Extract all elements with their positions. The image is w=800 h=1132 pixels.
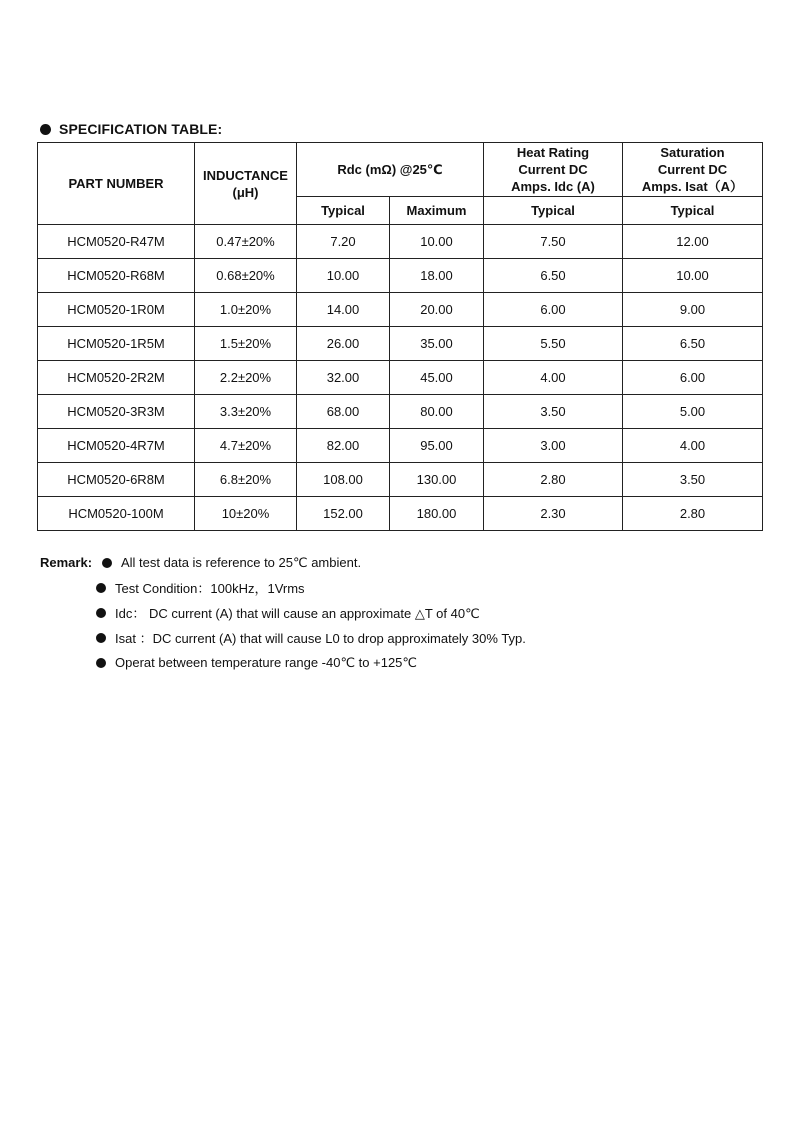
cell-inductance: 0.68±20%: [195, 259, 297, 293]
cell-rdc-maximum: 45.00: [390, 361, 484, 395]
cell-isat: 12.00: [623, 225, 763, 259]
cell-part: HCM0520-R47M: [38, 225, 195, 259]
header-inductance-line2: (μH): [232, 184, 259, 200]
subheader-idc-typical: Typical: [484, 197, 623, 225]
cell-inductance: 4.7±20%: [195, 429, 297, 463]
cell-rdc-maximum: 10.00: [390, 225, 484, 259]
cell-isat: 10.00: [623, 259, 763, 293]
subheader-rdc-maximum: Maximum: [390, 197, 484, 225]
subheader-isat-typical: Typical: [623, 197, 763, 225]
table-row: [38, 395, 763, 429]
table-row: [38, 497, 763, 531]
remark-text: Isat ：DC current (A) that will cause L0 to drop approximately 30% Typ.: [115, 631, 526, 646]
cell-part: HCM0520-R68M: [38, 259, 195, 293]
cell-rdc-typical: 14.00: [297, 293, 390, 327]
remark-label: Remark:: [40, 555, 93, 570]
header-sat-line3: Amps. Isat（A）: [641, 179, 744, 194]
cell-idc: 2.80: [484, 463, 623, 497]
table-row: [38, 259, 763, 293]
cell-idc: 5.50: [484, 327, 623, 361]
cell-part: HCM0520-4R7M: [38, 429, 195, 463]
cell-rdc-typical: 26.00: [297, 327, 390, 361]
cell-idc: 2.30: [484, 497, 623, 531]
cell-rdc-typical: 7.20: [297, 225, 390, 259]
header-sat-line2: Current DC: [657, 162, 728, 177]
cell-rdc-maximum: 20.00: [390, 293, 484, 327]
subheader-rdc-typical: Typical: [297, 197, 390, 225]
header-part-number: PART NUMBER: [38, 143, 195, 225]
cell-inductance: 1.0±20%: [195, 293, 297, 327]
cell-inductance: 0.47±20%: [195, 225, 297, 259]
bullet-icon: [102, 558, 112, 568]
remark-item: [40, 575, 526, 600]
remark-item: [40, 600, 526, 625]
header-heat-line1: Heat Rating: [516, 145, 590, 160]
cell-rdc-maximum: 180.00: [390, 497, 484, 531]
header-heat-rating: [484, 143, 623, 197]
cell-part: HCM0520-6R8M: [38, 463, 195, 497]
cell-rdc-maximum: 130.00: [390, 463, 484, 497]
bullet-icon: [96, 633, 106, 643]
table-row: [38, 429, 763, 463]
cell-idc: 3.50: [484, 395, 623, 429]
header-heat-line2: Current DC: [518, 162, 588, 177]
remark-text: Test Condition：100kHz，1Vrms: [115, 581, 305, 596]
remark-text: All test data is reference to 25℃ ambient.: [121, 554, 362, 570]
cell-rdc-maximum: 95.00: [390, 429, 484, 463]
cell-idc: 7.50: [484, 225, 623, 259]
remark-item: [40, 550, 526, 575]
header-heat-line3: Amps. Idc (A): [511, 179, 595, 194]
cell-rdc-maximum: 18.00: [390, 259, 484, 293]
cell-inductance: 3.3±20%: [195, 395, 297, 429]
bullet-icon: [40, 124, 51, 135]
cell-part: HCM0520-100M: [38, 497, 195, 531]
cell-isat: 3.50: [623, 463, 763, 497]
remark-text: Idc： DC current (A) that will cause an approximate △T of 40℃: [115, 606, 480, 621]
cell-part: HCM0520-1R0M: [38, 293, 195, 327]
specification-table: [37, 142, 763, 531]
table-row: [38, 463, 763, 497]
cell-idc: 6.50: [484, 259, 623, 293]
cell-rdc-typical: 108.00: [297, 463, 390, 497]
cell-idc: 4.00: [484, 361, 623, 395]
cell-isat: 5.00: [623, 395, 763, 429]
table-row: [38, 293, 763, 327]
bullet-icon: [96, 608, 106, 618]
cell-rdc-typical: 152.00: [297, 497, 390, 531]
cell-isat: 6.50: [623, 327, 763, 361]
remark-item: [40, 650, 526, 675]
cell-rdc-maximum: 35.00: [390, 327, 484, 361]
remarks-section: [40, 550, 526, 675]
cell-isat: 6.00: [623, 361, 763, 395]
header-sat-line1: Saturation: [660, 145, 725, 160]
cell-rdc-typical: 68.00: [297, 395, 390, 429]
cell-idc: 3.00: [484, 429, 623, 463]
bullet-icon: [96, 658, 106, 668]
cell-part: HCM0520-1R5M: [38, 327, 195, 361]
cell-isat: 9.00: [623, 293, 763, 327]
cell-inductance: 10±20%: [195, 497, 297, 531]
section-title-text: SPECIFICATION TABLE:: [59, 121, 223, 137]
header-rdc: Rdc (mΩ) @25℃: [297, 143, 484, 197]
cell-rdc-typical: 32.00: [297, 361, 390, 395]
bullet-icon: [96, 583, 106, 593]
cell-isat: 2.80: [623, 497, 763, 531]
header-inductance: [195, 143, 297, 225]
header-saturation: [623, 143, 763, 197]
cell-rdc-maximum: 80.00: [390, 395, 484, 429]
section-title: [40, 121, 222, 137]
cell-rdc-typical: 10.00: [297, 259, 390, 293]
table-row: [38, 225, 763, 259]
cell-isat: 4.00: [623, 429, 763, 463]
cell-part: HCM0520-2R2M: [38, 361, 195, 395]
cell-inductance: 2.2±20%: [195, 361, 297, 395]
table-row: [38, 361, 763, 395]
cell-rdc-typical: 82.00: [297, 429, 390, 463]
remark-item: [40, 625, 526, 650]
remark-text: Operat between temperature range -40℃ to +125℃: [115, 654, 418, 670]
cell-inductance: 1.5±20%: [195, 327, 297, 361]
table-row: [38, 327, 763, 361]
header-inductance-line1: INDUCTANCE: [203, 167, 288, 183]
header-row: [38, 143, 763, 197]
cell-idc: 6.00: [484, 293, 623, 327]
cell-part: HCM0520-3R3M: [38, 395, 195, 429]
cell-inductance: 6.8±20%: [195, 463, 297, 497]
